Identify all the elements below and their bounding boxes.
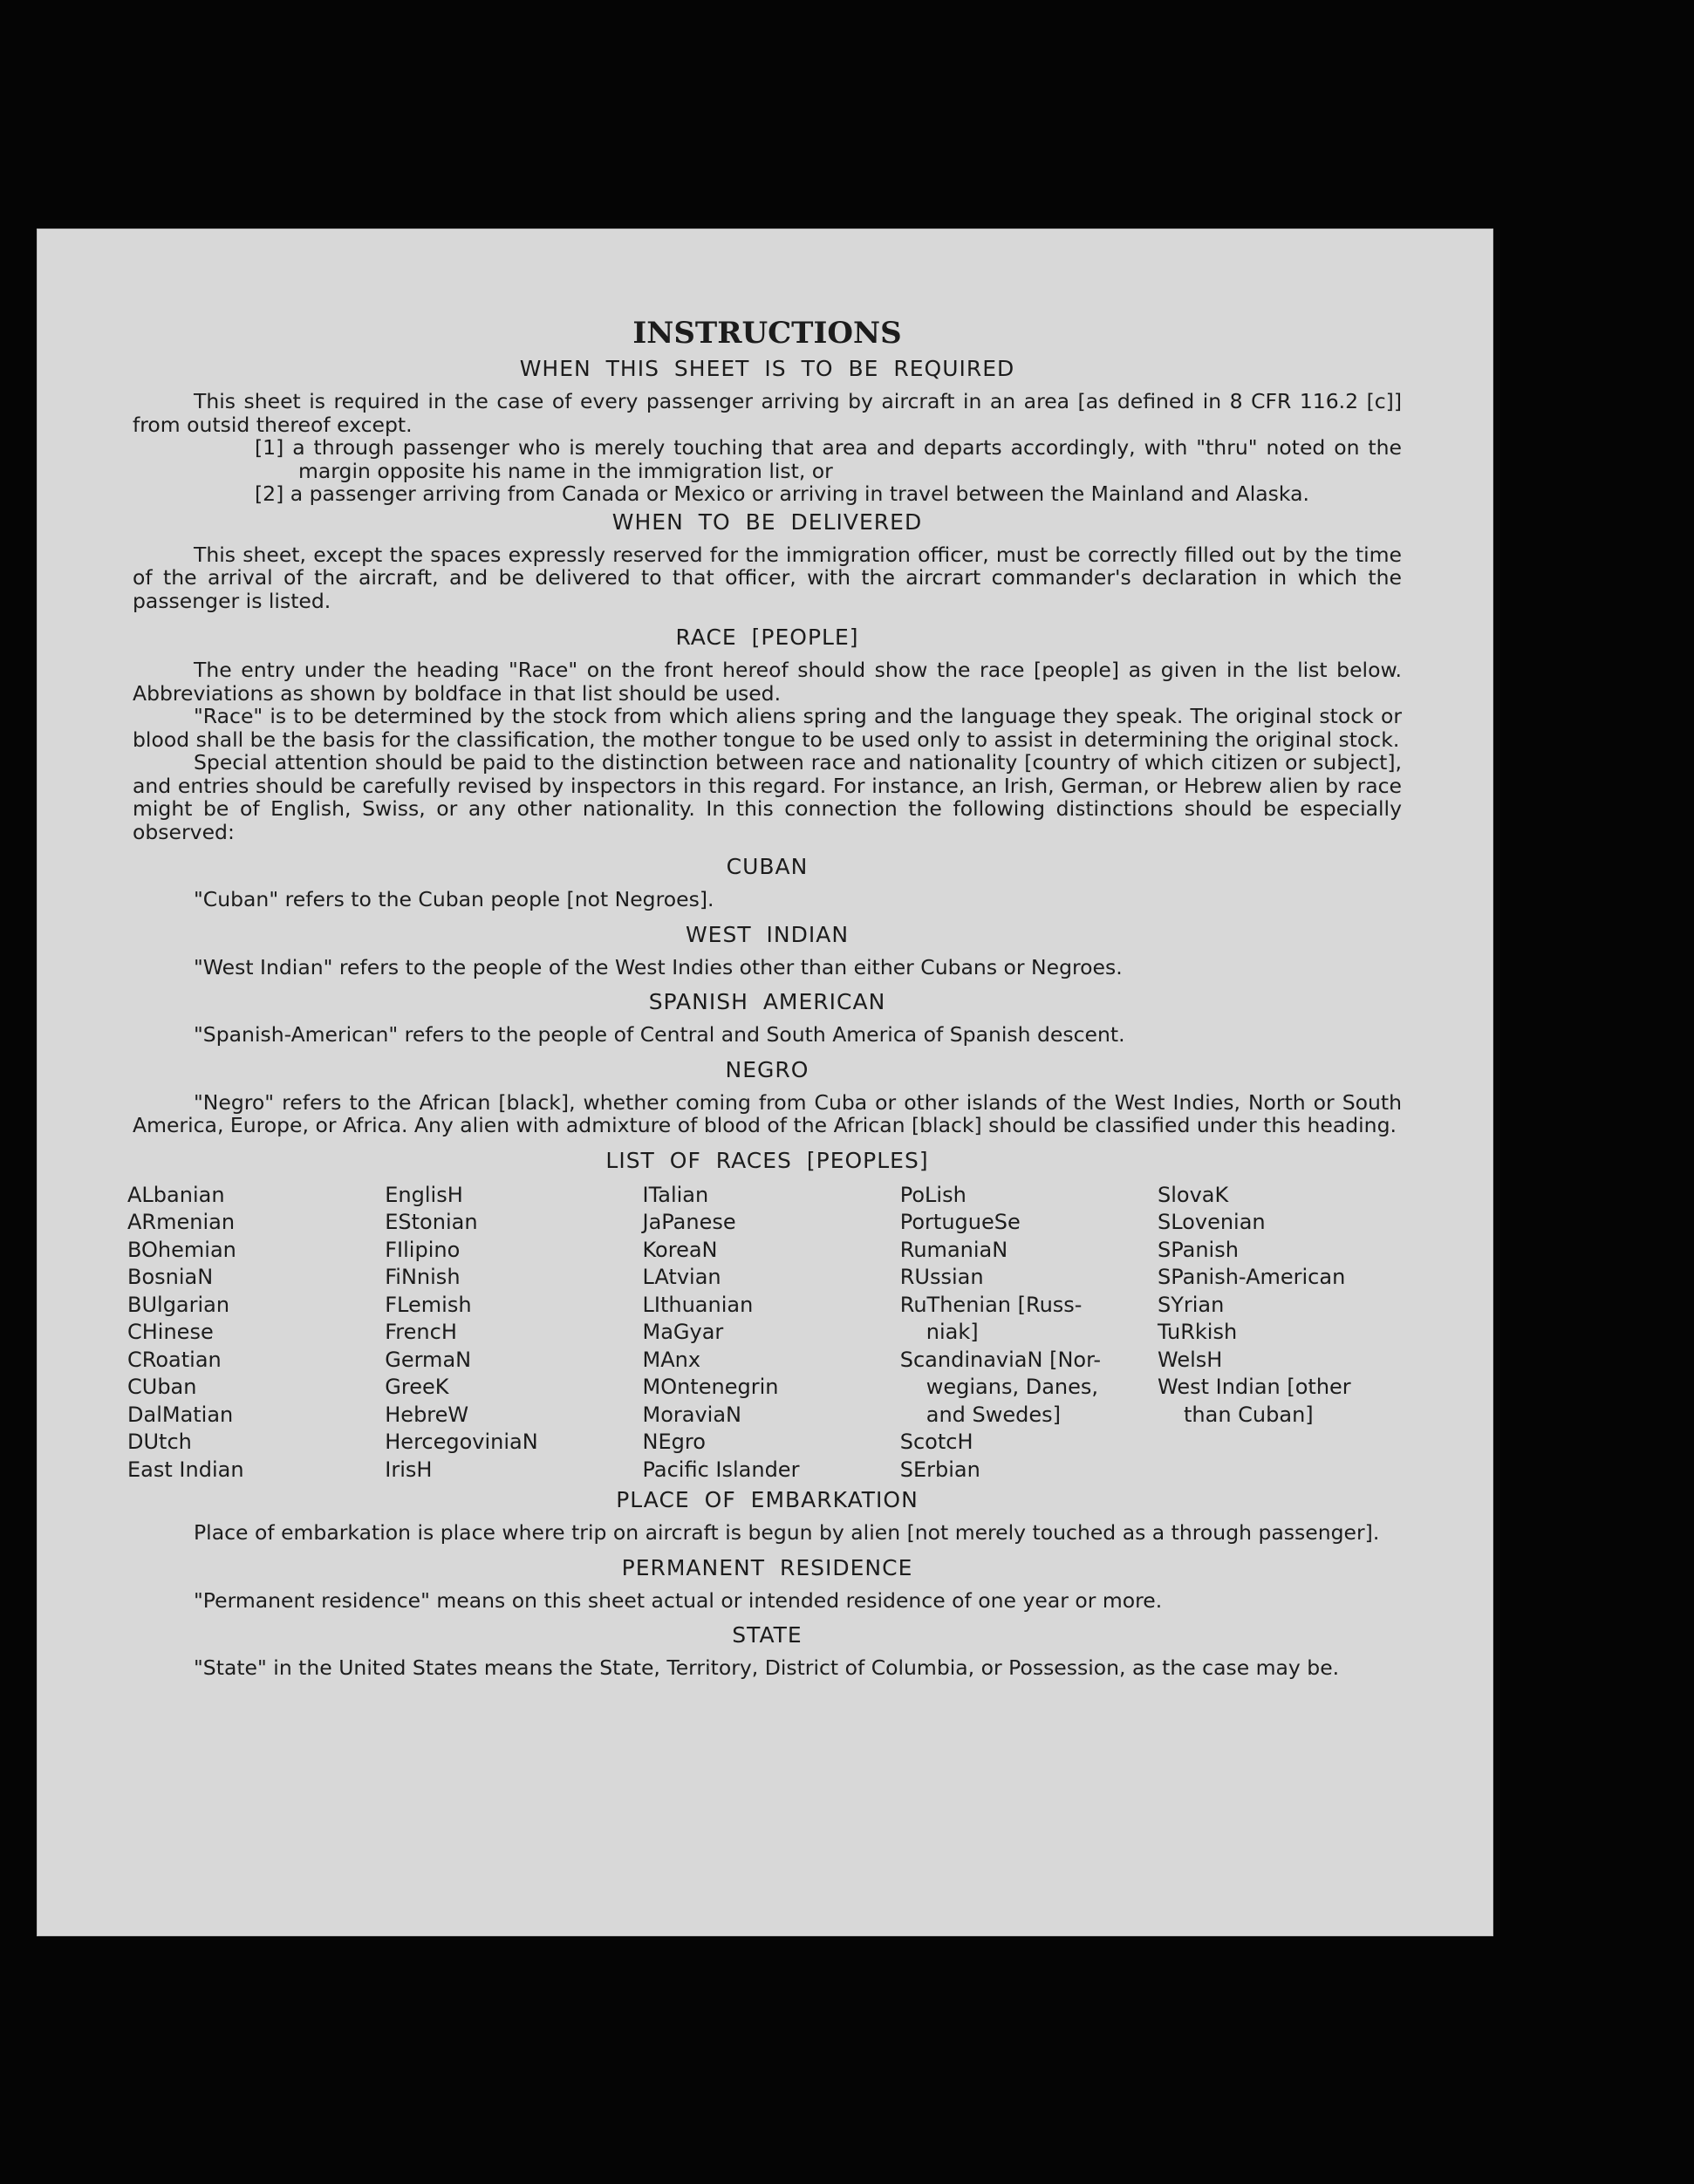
race-item: BOhemian	[127, 1237, 236, 1262]
race-item: CHinese	[127, 1320, 214, 1344]
race-item: ITalian	[642, 1182, 709, 1207]
race-item: DalMatian	[127, 1402, 234, 1427]
race-item: SPanish-American	[1158, 1265, 1346, 1289]
race-item: FrencH	[385, 1320, 457, 1344]
race-item: PoLish	[899, 1182, 967, 1207]
race-item: Pacific Islander	[642, 1457, 800, 1482]
race-item: TuRkish	[1158, 1320, 1238, 1344]
race-item: HercegoviniaN	[385, 1430, 538, 1454]
paragraph-delivered: This sheet, except the spaces expressly reserved for the immigration officer, must be correctly filled out by the time of the arrival of the aircraft, and be delivered to that officer, with the aircrart commander's declaration in which the passenger is listed.	[133, 542, 1402, 613]
document-title: INSTRUCTIONS	[632, 316, 902, 351]
heading-permanent-residence: PERMANENT RESIDENCE	[621, 1554, 913, 1580]
race-item: ScandinaviaN [Nor-	[899, 1347, 1102, 1372]
list-item-thru: [1] a through passenger who is merely touching that area and departs accordingly, with "thru" noted on the margin opposite his name in the immigration list, or	[255, 435, 1402, 483]
race-item: BosniaN	[127, 1265, 214, 1289]
race-item: and Swedes]	[926, 1402, 1062, 1427]
paragraph-spanish-american: "Spanish-American" refers to the people of Central and South America of Spanish descent.	[194, 1022, 1125, 1047]
paragraph-embarkation: Place of embarkation is place where trip on aircraft is begun by alien [not merely touched as a through passenger].	[194, 1520, 1380, 1545]
race-item: RuThenian [Russ-	[899, 1292, 1083, 1317]
race-item: FIlipino	[385, 1237, 461, 1262]
race-item: GermaN	[385, 1347, 472, 1372]
document-sheet	[37, 229, 1493, 1936]
heading-list-of-races: LIST OF RACES [PEOPLES]	[605, 1147, 929, 1173]
paragraph-state: "State" in the United States means the State, Territory, District of Columbia, or Possession, as the case may be.	[194, 1655, 1340, 1680]
race-item: LAtvian	[642, 1265, 721, 1289]
race-item: BUlgarian	[127, 1292, 230, 1317]
paragraph-race-2: "Race" is to be determined by the stock from which aliens spring and the language they speak. The original stock or blood shall be the basis for the classification, the mother tongue to be used only to assist in determining the original stock.	[133, 704, 1402, 752]
race-item: than Cuban]	[1184, 1402, 1314, 1427]
heading-when-required: WHEN THIS SHEET IS TO BE REQUIRED	[519, 356, 1015, 381]
race-item: MoraviaN	[642, 1402, 741, 1427]
race-item: ScotcH	[899, 1430, 973, 1454]
race-item: EStonian	[385, 1210, 478, 1234]
race-item: GreeK	[385, 1375, 449, 1399]
race-item: SYrian	[1158, 1292, 1225, 1317]
race-item: SErbian	[899, 1457, 980, 1482]
race-item: PortugueSe	[899, 1210, 1021, 1234]
heading-place-of-embarkation: PLACE OF EMBARKATION	[616, 1487, 919, 1512]
race-item: LIthuanian	[642, 1292, 754, 1317]
heading-cuban: CUBAN	[726, 854, 809, 879]
race-item: KoreaN	[642, 1237, 718, 1262]
heading-state: STATE	[732, 1622, 803, 1648]
race-item: IrisH	[385, 1457, 433, 1482]
race-item: HebreW	[385, 1402, 469, 1427]
heading-spanish-american: SPANISH AMERICAN	[648, 989, 886, 1014]
race-item: EnglisH	[385, 1182, 463, 1207]
race-item: SlovaK	[1158, 1182, 1229, 1207]
paragraph-race-1: The entry under the heading "Race" on the front hereof should show the race [people] as given in the list below. Abbreviations as shown by boldface in that list should be used.	[133, 658, 1402, 706]
race-item: wegians, Danes,	[926, 1375, 1099, 1399]
paragraph-required: This sheet is required in the case of every passenger arriving by aircraft in an area [as defined in 8 CFR 116.2 [c]] from outsid thereof except.	[133, 389, 1402, 437]
heading-when-delivered: WHEN TO BE DELIVERED	[611, 508, 923, 535]
race-item: DUtch	[127, 1430, 192, 1454]
race-item: SPanish	[1158, 1237, 1239, 1262]
race-item: RUssian	[899, 1265, 984, 1289]
race-item: East Indian	[127, 1457, 244, 1482]
race-column-5	[1158, 1182, 1402, 1484]
heading-race: RACE [PEOPLE]	[675, 624, 859, 650]
race-item: ARmenian	[127, 1210, 236, 1234]
race-item: niak]	[926, 1320, 979, 1344]
race-item: MOntenegrin	[642, 1375, 779, 1399]
race-column-2	[385, 1182, 629, 1484]
race-item: MaGyar	[642, 1320, 724, 1344]
paragraph-race-3: Special attention should be paid to the distinction between race and nationality [country of which citizen or subject], and entries should be carefully revised by inspectors in this regard. For instance, an Irish, German, or Hebrew alien by race might be of English, Swiss, or any other nationality. In this connection the following distinctions should be especially observed:	[133, 750, 1402, 844]
paragraph-cuban: "Cuban" refers to the Cuban people [not Negroes].	[194, 887, 714, 911]
heading-west-indian: WEST INDIAN	[685, 921, 850, 947]
race-item: West Indian [other	[1158, 1375, 1351, 1399]
race-item: WelsH	[1158, 1347, 1223, 1372]
race-item: ALbanian	[127, 1182, 225, 1207]
race-item: CRoatian	[127, 1347, 222, 1372]
race-column-4	[900, 1182, 1144, 1484]
race-item: SLovenian	[1158, 1210, 1266, 1234]
paragraph-west-indian: "West Indian" refers to the people of the West Indies other than either Cubans or Negroes.	[194, 954, 1123, 979]
paragraph-permanent-residence: "Permanent residence" means on this sheet actual or intended residence of one year or more.	[194, 1587, 1163, 1613]
race-item: RumaniaN	[899, 1237, 1008, 1262]
document-content	[127, 316, 1402, 1680]
race-list	[127, 1182, 1402, 1484]
race-item: FiNnish	[385, 1265, 461, 1289]
race-item: FLemish	[385, 1292, 472, 1317]
race-column-3	[643, 1182, 887, 1484]
race-item: NEgro	[642, 1430, 706, 1454]
race-column-1	[127, 1182, 372, 1484]
race-item: CUban	[127, 1375, 197, 1399]
paragraph-negro: "Negro" refers to the African [black], whether coming from Cuba or other islands of the West Indies, North or South America, Europe, or Africa. Any alien with admixture of blood of the African [black] should be classified under this heading.	[133, 1089, 1402, 1137]
race-item: JaPanese	[642, 1210, 736, 1234]
heading-negro: NEGRO	[725, 1056, 809, 1082]
race-item: MAnx	[642, 1347, 701, 1372]
list-item-canada-mexico: [2] a passenger arriving from Canada or Mexico or arriving in travel between the Mainland and Alaska.	[255, 481, 1309, 506]
